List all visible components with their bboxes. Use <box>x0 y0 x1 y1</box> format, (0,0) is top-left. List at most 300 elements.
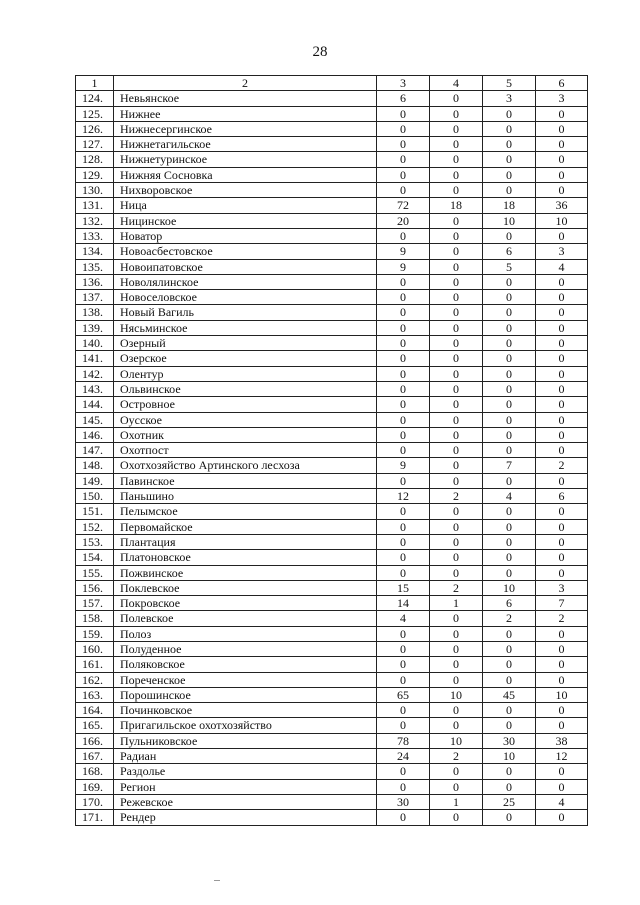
value-cell-col3: 0 <box>377 657 430 672</box>
value-cell-col6: 0 <box>536 106 588 121</box>
table-row <box>76 336 588 351</box>
value-cell-col5: 0 <box>483 366 536 381</box>
value-cell-col6: 0 <box>536 672 588 687</box>
value-cell-col3: 0 <box>377 672 430 687</box>
value-cell-col4: 0 <box>430 106 483 121</box>
name-cell: Покровское <box>114 596 377 611</box>
value-cell-col3: 12 <box>377 489 430 504</box>
value-cell-col3: 0 <box>377 703 430 718</box>
value-cell-col3: 0 <box>377 810 430 825</box>
value-cell-col5: 0 <box>483 274 536 289</box>
name-cell: Регион <box>114 779 377 794</box>
table-row <box>76 810 588 825</box>
value-cell-col6: 36 <box>536 198 588 213</box>
value-cell-col3: 0 <box>377 121 430 136</box>
value-cell-col5: 0 <box>483 779 536 794</box>
name-cell: Ольвинское <box>114 381 377 396</box>
table-row <box>76 351 588 366</box>
value-cell-col5: 0 <box>483 672 536 687</box>
value-cell-col3: 9 <box>377 458 430 473</box>
value-cell-col4: 0 <box>430 626 483 641</box>
value-cell-col4: 0 <box>430 412 483 427</box>
row-number-cell: 128. <box>76 152 114 167</box>
value-cell-col5: 0 <box>483 657 536 672</box>
value-cell-col5: 0 <box>483 534 536 549</box>
value-cell-col4: 2 <box>430 489 483 504</box>
value-cell-col6: 3 <box>536 244 588 259</box>
name-cell: Нижнее <box>114 106 377 121</box>
value-cell-col3: 20 <box>377 213 430 228</box>
name-cell: Паньшино <box>114 489 377 504</box>
value-cell-col5: 0 <box>483 121 536 136</box>
value-cell-col3: 0 <box>377 427 430 442</box>
value-cell-col5: 0 <box>483 167 536 182</box>
value-cell-col4: 1 <box>430 596 483 611</box>
value-cell-col5: 0 <box>483 351 536 366</box>
value-cell-col6: 2 <box>536 458 588 473</box>
name-cell: Порошинское <box>114 687 377 702</box>
value-cell-col6: 0 <box>536 290 588 305</box>
value-cell-col6: 0 <box>536 626 588 641</box>
value-cell-col6: 4 <box>536 794 588 809</box>
value-cell-col6: 0 <box>536 152 588 167</box>
value-cell-col3: 0 <box>377 504 430 519</box>
row-number-cell: 155. <box>76 565 114 580</box>
value-cell-col5: 0 <box>483 412 536 427</box>
table-row <box>76 550 588 565</box>
table-row <box>76 152 588 167</box>
value-cell-col4: 0 <box>430 611 483 626</box>
value-cell-col3: 0 <box>377 534 430 549</box>
value-cell-col6: 0 <box>536 121 588 136</box>
table-row <box>76 519 588 534</box>
value-cell-col3: 9 <box>377 259 430 274</box>
name-cell: Невьянское <box>114 91 377 106</box>
value-cell-col5: 0 <box>483 550 536 565</box>
value-cell-col3: 72 <box>377 198 430 213</box>
name-cell: Нясьминское <box>114 320 377 335</box>
value-cell-col4: 0 <box>430 519 483 534</box>
value-cell-col3: 0 <box>377 366 430 381</box>
value-cell-col5: 0 <box>483 443 536 458</box>
row-number-cell: 151. <box>76 504 114 519</box>
table-row <box>76 703 588 718</box>
row-number-cell: 139. <box>76 320 114 335</box>
value-cell-col3: 0 <box>377 412 430 427</box>
row-number-cell: 138. <box>76 305 114 320</box>
value-cell-col5: 0 <box>483 764 536 779</box>
value-cell-col6: 0 <box>536 228 588 243</box>
name-cell: Новоасбестовское <box>114 244 377 259</box>
header-cell: 6 <box>536 76 588 91</box>
row-number-cell: 166. <box>76 733 114 748</box>
header-cell: 5 <box>483 76 536 91</box>
table-row <box>76 137 588 152</box>
name-cell: Новый Вагиль <box>114 305 377 320</box>
row-number-cell: 160. <box>76 641 114 656</box>
value-cell-col4: 0 <box>430 703 483 718</box>
table-row <box>76 397 588 412</box>
value-cell-col4: 0 <box>430 167 483 182</box>
value-cell-col4: 0 <box>430 305 483 320</box>
value-cell-col6: 0 <box>536 183 588 198</box>
table-row <box>76 489 588 504</box>
value-cell-col3: 0 <box>377 351 430 366</box>
value-cell-col6: 12 <box>536 749 588 764</box>
value-cell-col4: 0 <box>430 290 483 305</box>
value-cell-col6: 10 <box>536 687 588 702</box>
value-cell-col4: 0 <box>430 137 483 152</box>
table-row <box>76 718 588 733</box>
name-cell: Нижняя Сосновка <box>114 167 377 182</box>
value-cell-col6: 0 <box>536 305 588 320</box>
table-row <box>76 657 588 672</box>
value-cell-col4: 0 <box>430 228 483 243</box>
value-cell-col5: 0 <box>483 427 536 442</box>
value-cell-col4: 0 <box>430 779 483 794</box>
header-cell: 1 <box>76 76 114 91</box>
table-row <box>76 534 588 549</box>
row-number-cell: 143. <box>76 381 114 396</box>
value-cell-col6: 0 <box>536 397 588 412</box>
name-cell: Нихворовское <box>114 183 377 198</box>
name-cell: Пульниковское <box>114 733 377 748</box>
table-row <box>76 565 588 580</box>
value-cell-col5: 0 <box>483 565 536 580</box>
value-cell-col5: 0 <box>483 810 536 825</box>
row-number-cell: 162. <box>76 672 114 687</box>
value-cell-col6: 0 <box>536 381 588 396</box>
table-row <box>76 580 588 595</box>
value-cell-col5: 3 <box>483 91 536 106</box>
value-cell-col5: 7 <box>483 458 536 473</box>
value-cell-col5: 0 <box>483 152 536 167</box>
value-cell-col6: 2 <box>536 611 588 626</box>
value-cell-col4: 0 <box>430 91 483 106</box>
value-cell-col3: 0 <box>377 519 430 534</box>
name-cell: Пожвинское <box>114 565 377 580</box>
value-cell-col4: 0 <box>430 244 483 259</box>
value-cell-col3: 0 <box>377 167 430 182</box>
value-cell-col5: 0 <box>483 183 536 198</box>
name-cell: Пореченское <box>114 672 377 687</box>
row-number-cell: 147. <box>76 443 114 458</box>
value-cell-col4: 0 <box>430 213 483 228</box>
name-cell: Охотник <box>114 427 377 442</box>
value-cell-col4: 0 <box>430 657 483 672</box>
table-row <box>76 427 588 442</box>
value-cell-col6: 3 <box>536 580 588 595</box>
value-cell-col3: 0 <box>377 381 430 396</box>
value-cell-col5: 0 <box>483 320 536 335</box>
value-cell-col5: 5 <box>483 259 536 274</box>
value-cell-col3: 0 <box>377 336 430 351</box>
value-cell-col4: 0 <box>430 183 483 198</box>
value-cell-col4: 0 <box>430 443 483 458</box>
name-cell: Новатор <box>114 228 377 243</box>
value-cell-col6: 0 <box>536 443 588 458</box>
table-row <box>76 779 588 794</box>
value-cell-col3: 0 <box>377 320 430 335</box>
table-row <box>76 244 588 259</box>
name-cell: Полоз <box>114 626 377 641</box>
value-cell-col6: 0 <box>536 519 588 534</box>
name-cell: Режевское <box>114 794 377 809</box>
value-cell-col4: 0 <box>430 351 483 366</box>
value-cell-col6: 0 <box>536 366 588 381</box>
value-cell-col4: 0 <box>430 121 483 136</box>
value-cell-col4: 0 <box>430 504 483 519</box>
row-number-cell: 152. <box>76 519 114 534</box>
row-number-cell: 156. <box>76 580 114 595</box>
value-cell-col4: 0 <box>430 458 483 473</box>
value-cell-col3: 65 <box>377 687 430 702</box>
value-cell-col3: 0 <box>377 550 430 565</box>
row-number-cell: 161. <box>76 657 114 672</box>
name-cell: Радиан <box>114 749 377 764</box>
name-cell: Островное <box>114 397 377 412</box>
row-number-cell: 149. <box>76 473 114 488</box>
value-cell-col6: 6 <box>536 489 588 504</box>
value-cell-col3: 0 <box>377 641 430 656</box>
value-cell-col3: 24 <box>377 749 430 764</box>
value-cell-col5: 6 <box>483 244 536 259</box>
value-cell-col4: 0 <box>430 366 483 381</box>
value-cell-col6: 0 <box>536 504 588 519</box>
row-number-cell: 144. <box>76 397 114 412</box>
value-cell-col3: 30 <box>377 794 430 809</box>
value-cell-col6: 3 <box>536 91 588 106</box>
value-cell-col5: 10 <box>483 749 536 764</box>
table-row <box>76 167 588 182</box>
value-cell-col6: 0 <box>536 810 588 825</box>
value-cell-col5: 0 <box>483 381 536 396</box>
table-row <box>76 733 588 748</box>
table-row <box>76 412 588 427</box>
value-cell-col5: 0 <box>483 106 536 121</box>
row-number-cell: 171. <box>76 810 114 825</box>
row-number-cell: 154. <box>76 550 114 565</box>
header-cell: 4 <box>430 76 483 91</box>
row-number-cell: 150. <box>76 489 114 504</box>
name-cell: Полевское <box>114 611 377 626</box>
table-row <box>76 366 588 381</box>
footer-mark <box>214 880 220 881</box>
value-cell-col3: 0 <box>377 274 430 289</box>
row-number-cell: 148. <box>76 458 114 473</box>
value-cell-col6: 0 <box>536 565 588 580</box>
row-number-cell: 157. <box>76 596 114 611</box>
value-cell-col4: 0 <box>430 672 483 687</box>
row-number-cell: 164. <box>76 703 114 718</box>
table-row <box>76 381 588 396</box>
name-cell: Поклевское <box>114 580 377 595</box>
table-row <box>76 764 588 779</box>
value-cell-col3: 14 <box>377 596 430 611</box>
row-number-cell: 167. <box>76 749 114 764</box>
table-row <box>76 290 588 305</box>
table-row <box>76 672 588 687</box>
value-cell-col6: 0 <box>536 534 588 549</box>
name-cell: Раздолье <box>114 764 377 779</box>
table-row <box>76 183 588 198</box>
value-cell-col4: 0 <box>430 152 483 167</box>
value-cell-col6: 0 <box>536 336 588 351</box>
row-number-cell: 131. <box>76 198 114 213</box>
value-cell-col5: 10 <box>483 213 536 228</box>
value-cell-col6: 0 <box>536 137 588 152</box>
value-cell-col3: 0 <box>377 779 430 794</box>
value-cell-col4: 0 <box>430 810 483 825</box>
value-cell-col3: 0 <box>377 397 430 412</box>
name-cell: Поляковское <box>114 657 377 672</box>
table-row <box>76 687 588 702</box>
data-table <box>75 75 588 826</box>
table-row <box>76 794 588 809</box>
value-cell-col3: 0 <box>377 718 430 733</box>
table-row <box>76 228 588 243</box>
value-cell-col6: 0 <box>536 412 588 427</box>
value-cell-col5: 6 <box>483 596 536 611</box>
header-cell: 3 <box>377 76 430 91</box>
row-number-cell: 137. <box>76 290 114 305</box>
value-cell-col5: 0 <box>483 397 536 412</box>
name-cell: Плантация <box>114 534 377 549</box>
value-cell-col3: 0 <box>377 290 430 305</box>
name-cell: Озерный <box>114 336 377 351</box>
row-number-cell: 170. <box>76 794 114 809</box>
table-row <box>76 91 588 106</box>
name-cell: Оусское <box>114 412 377 427</box>
value-cell-col4: 0 <box>430 473 483 488</box>
row-number-cell: 159. <box>76 626 114 641</box>
row-number-cell: 142. <box>76 366 114 381</box>
value-cell-col6: 7 <box>536 596 588 611</box>
row-number-cell: 130. <box>76 183 114 198</box>
row-number-cell: 127. <box>76 137 114 152</box>
table-row <box>76 106 588 121</box>
table-row <box>76 259 588 274</box>
value-cell-col4: 0 <box>430 565 483 580</box>
table-row <box>76 596 588 611</box>
value-cell-col3: 4 <box>377 611 430 626</box>
value-cell-col3: 6 <box>377 91 430 106</box>
table-row <box>76 504 588 519</box>
value-cell-col4: 0 <box>430 534 483 549</box>
value-cell-col6: 10 <box>536 213 588 228</box>
table-row <box>76 274 588 289</box>
row-number-cell: 132. <box>76 213 114 228</box>
table-row <box>76 626 588 641</box>
table-row <box>76 473 588 488</box>
value-cell-col3: 0 <box>377 305 430 320</box>
row-number-cell: 158. <box>76 611 114 626</box>
value-cell-col6: 0 <box>536 718 588 733</box>
value-cell-col6: 38 <box>536 733 588 748</box>
value-cell-col5: 0 <box>483 305 536 320</box>
table-row <box>76 213 588 228</box>
value-cell-col4: 0 <box>430 259 483 274</box>
value-cell-col6: 0 <box>536 641 588 656</box>
row-number-cell: 141. <box>76 351 114 366</box>
value-cell-col4: 0 <box>430 550 483 565</box>
name-cell: Платоновское <box>114 550 377 565</box>
value-cell-col3: 0 <box>377 626 430 641</box>
value-cell-col4: 0 <box>430 641 483 656</box>
value-cell-col5: 0 <box>483 290 536 305</box>
value-cell-col4: 10 <box>430 733 483 748</box>
value-cell-col5: 10 <box>483 580 536 595</box>
value-cell-col5: 0 <box>483 718 536 733</box>
value-cell-col5: 0 <box>483 703 536 718</box>
value-cell-col6: 0 <box>536 779 588 794</box>
table-row <box>76 198 588 213</box>
row-number-cell: 129. <box>76 167 114 182</box>
name-cell: Озерское <box>114 351 377 366</box>
value-cell-col5: 0 <box>483 641 536 656</box>
value-cell-col3: 0 <box>377 152 430 167</box>
value-cell-col4: 0 <box>430 397 483 412</box>
row-number-cell: 125. <box>76 106 114 121</box>
row-number-cell: 145. <box>76 412 114 427</box>
table-header-row <box>76 76 588 91</box>
name-cell: Пригагильское охотхозяйство <box>114 718 377 733</box>
value-cell-col6: 0 <box>536 274 588 289</box>
row-number-cell: 168. <box>76 764 114 779</box>
name-cell: Олентур <box>114 366 377 381</box>
name-cell: Новоипатовское <box>114 259 377 274</box>
table-row <box>76 749 588 764</box>
value-cell-col4: 2 <box>430 580 483 595</box>
name-cell: Починковское <box>114 703 377 718</box>
name-cell: Павинское <box>114 473 377 488</box>
name-cell: Охотхозяйство Артинского лесхоза <box>114 458 377 473</box>
table-row <box>76 121 588 136</box>
value-cell-col4: 0 <box>430 336 483 351</box>
value-cell-col4: 0 <box>430 381 483 396</box>
value-cell-col5: 30 <box>483 733 536 748</box>
value-cell-col4: 2 <box>430 749 483 764</box>
value-cell-col4: 1 <box>430 794 483 809</box>
value-cell-col4: 0 <box>430 427 483 442</box>
name-cell: Полуденное <box>114 641 377 656</box>
value-cell-col3: 0 <box>377 473 430 488</box>
name-cell: Новолялинское <box>114 274 377 289</box>
table-row <box>76 320 588 335</box>
row-number-cell: 134. <box>76 244 114 259</box>
value-cell-col4: 0 <box>430 320 483 335</box>
value-cell-col5: 0 <box>483 626 536 641</box>
value-cell-col6: 0 <box>536 167 588 182</box>
table-row <box>76 458 588 473</box>
name-cell: Рендер <box>114 810 377 825</box>
value-cell-col5: 2 <box>483 611 536 626</box>
name-cell: Охотпост <box>114 443 377 458</box>
value-cell-col6: 0 <box>536 703 588 718</box>
value-cell-col5: 4 <box>483 489 536 504</box>
value-cell-col3: 0 <box>377 565 430 580</box>
row-number-cell: 146. <box>76 427 114 442</box>
value-cell-col5: 0 <box>483 504 536 519</box>
value-cell-col5: 25 <box>483 794 536 809</box>
name-cell: Ница <box>114 198 377 213</box>
value-cell-col5: 0 <box>483 519 536 534</box>
value-cell-col5: 0 <box>483 336 536 351</box>
value-cell-col3: 9 <box>377 244 430 259</box>
name-cell: Ницинское <box>114 213 377 228</box>
value-cell-col6: 0 <box>536 764 588 779</box>
value-cell-col3: 0 <box>377 228 430 243</box>
